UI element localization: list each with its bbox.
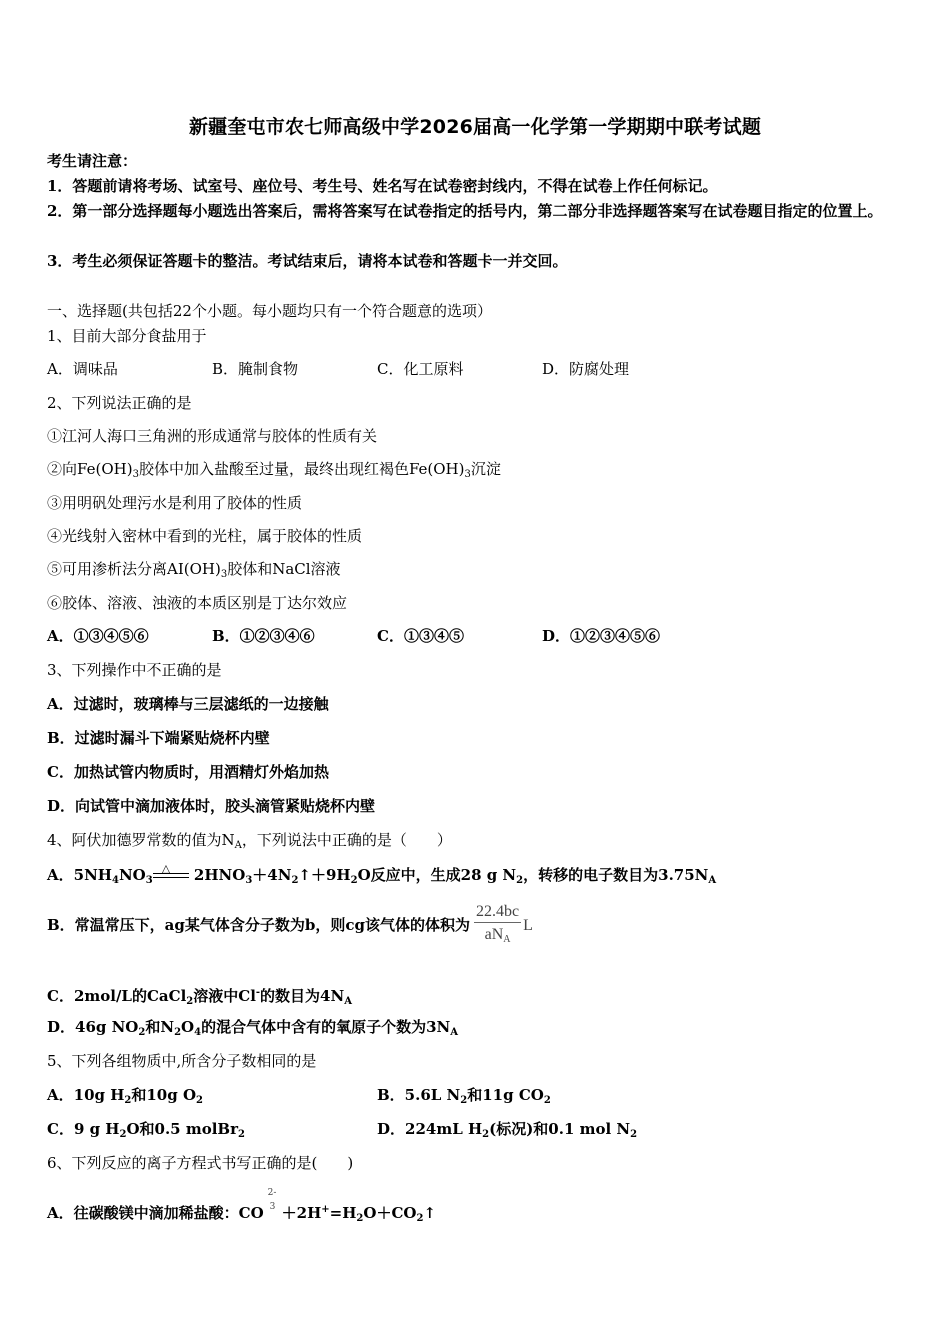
q1-option-a: A．调味品 [47, 360, 118, 378]
q3-option-d: D．向试管中滴加液体时，胶头滴管紧贴烧杯内壁 [47, 797, 376, 815]
carbonate-charge: 2- 3 [267, 1188, 277, 1212]
q1-option-c: C．化工原料 [377, 360, 464, 378]
q2-statement-4: ④光线射入密林中看到的光柱，属于胶体的性质 [47, 527, 363, 545]
q4-option-b: B．常温常压下，ag某气体含分子数为b，则cg该气体的体积为 $\frac{22.4bc}{aN_A}$ L [47, 900, 533, 950]
q2-statement-6: ⑥胶体、溶液、浊液的本质区别是丁达尔效应 [47, 594, 348, 612]
q5-option-d: D．224mL $H_2$(标况)和0.1 mol $N_2$ [377, 1120, 638, 1140]
notice-item-3: 3．考生必须保证答题卡的整洁。考试结束后，请将本试卷和答题卡一并交回。 [47, 252, 568, 270]
q5-option-a: A．10g $H_2$和10g $O_2$ [47, 1086, 203, 1106]
q3-option-a: A．过滤时，玻璃棒与三层滤纸的一边接触 [47, 695, 329, 713]
q2-stem: 2、下列说法正确的是 [47, 394, 192, 412]
q3-option-c: C．加热试管内物质时，用酒精灯外焰加热 [47, 763, 329, 781]
q2-option-d: D．①②③④⑤⑥ [542, 627, 661, 645]
q3-stem: 3、下列操作中不正确的是 [47, 661, 222, 679]
q2-option-b: B．①②③④⑥ [212, 627, 315, 645]
section-heading: 一、选择题(共包括22个小题。每小题均只有一个符合题意的选项） [47, 302, 492, 320]
q4-option-c: C．2mol/L的CaCl$_2$溶液中Cl-的数目为$4N_A$ [47, 987, 352, 1007]
q4-option-d: D．46g $NO_2$和$N_2O_4$的混合气体中含有的氧原子个数为$3N_A$ [47, 1018, 458, 1038]
q2-option-a: A．①③④⑤⑥ [47, 627, 149, 645]
q6-option-a: A．往碳酸镁中滴加稀盐酸：CO 2- 3 $+2H^+=H_2O+CO_2↑$ [47, 1188, 437, 1224]
q4-option-a: A．$5NH_4NO_3$ △ $2HNO_3+4N_2↑+9H_2O$反应中，生成28 g $N_2$，转移的电子数目为$3.75N_A$ [47, 862, 717, 886]
q1-stem: 1、目前大部分食盐用于 [47, 327, 207, 345]
q5-option-c: C．9 g $H_2O$和0.5 molBr$_2$ [47, 1120, 245, 1140]
q2-statement-1: ①江河人海口三角洲的形成通常与胶体的性质有关 [47, 427, 378, 445]
q4-stem: 4、阿伏加德罗常数的值为$N_A$，下列说法中正确的是（ ） [47, 831, 452, 851]
notice-heading: 考生请注意： [47, 152, 138, 170]
heat-arrow-icon: △ [153, 864, 189, 884]
q2-statement-3: ③用明矾处理污水是利用了胶体的性质 [47, 494, 303, 512]
notice-item-2: 2．第一部分选择题每小题选出答案后，需将答案写在试卷指定的括号内，第二部分非选择题答案写在试卷题目指定的位置上。 [47, 202, 883, 220]
q3-option-b: B．过滤时漏斗下端紧贴烧杯内壁 [47, 729, 270, 747]
q6-stem: 6、下列反应的离子方程式书写正确的是( ) [47, 1154, 354, 1172]
page-title: 新疆奎屯市农七师高级中学2026届高一化学第一学期期中联考试题 [188, 116, 762, 138]
q5-stem: 5、下列各组物质中,所含分子数相同的是 [47, 1052, 317, 1070]
notice-item-1: 1．答题前请将考场、试室号、座位号、考生号、姓名写在试卷密封线内，不得在试卷上作任何标记。 [47, 177, 718, 195]
q5-option-b: B．5.6L $N_2$和11g $CO_2$ [377, 1086, 551, 1106]
q1-option-b: B．腌制食物 [212, 360, 299, 378]
q1-option-d: D．防腐处理 [542, 360, 630, 378]
q2-statement-2: ②向$Fe(OH)_3$胶体中加入盐酸至过量，最终出现红褐色$Fe(OH)_3$沉淀 [47, 460, 501, 480]
q2-statement-5: ⑤可用渗析法分离$AI(OH)_3$胶体和NaCl溶液 [47, 560, 341, 580]
volume-fraction: $\frac{22.4bc}{aN_A}$ [476, 903, 520, 945]
q2-option-c: C．①③④⑤ [377, 627, 464, 645]
